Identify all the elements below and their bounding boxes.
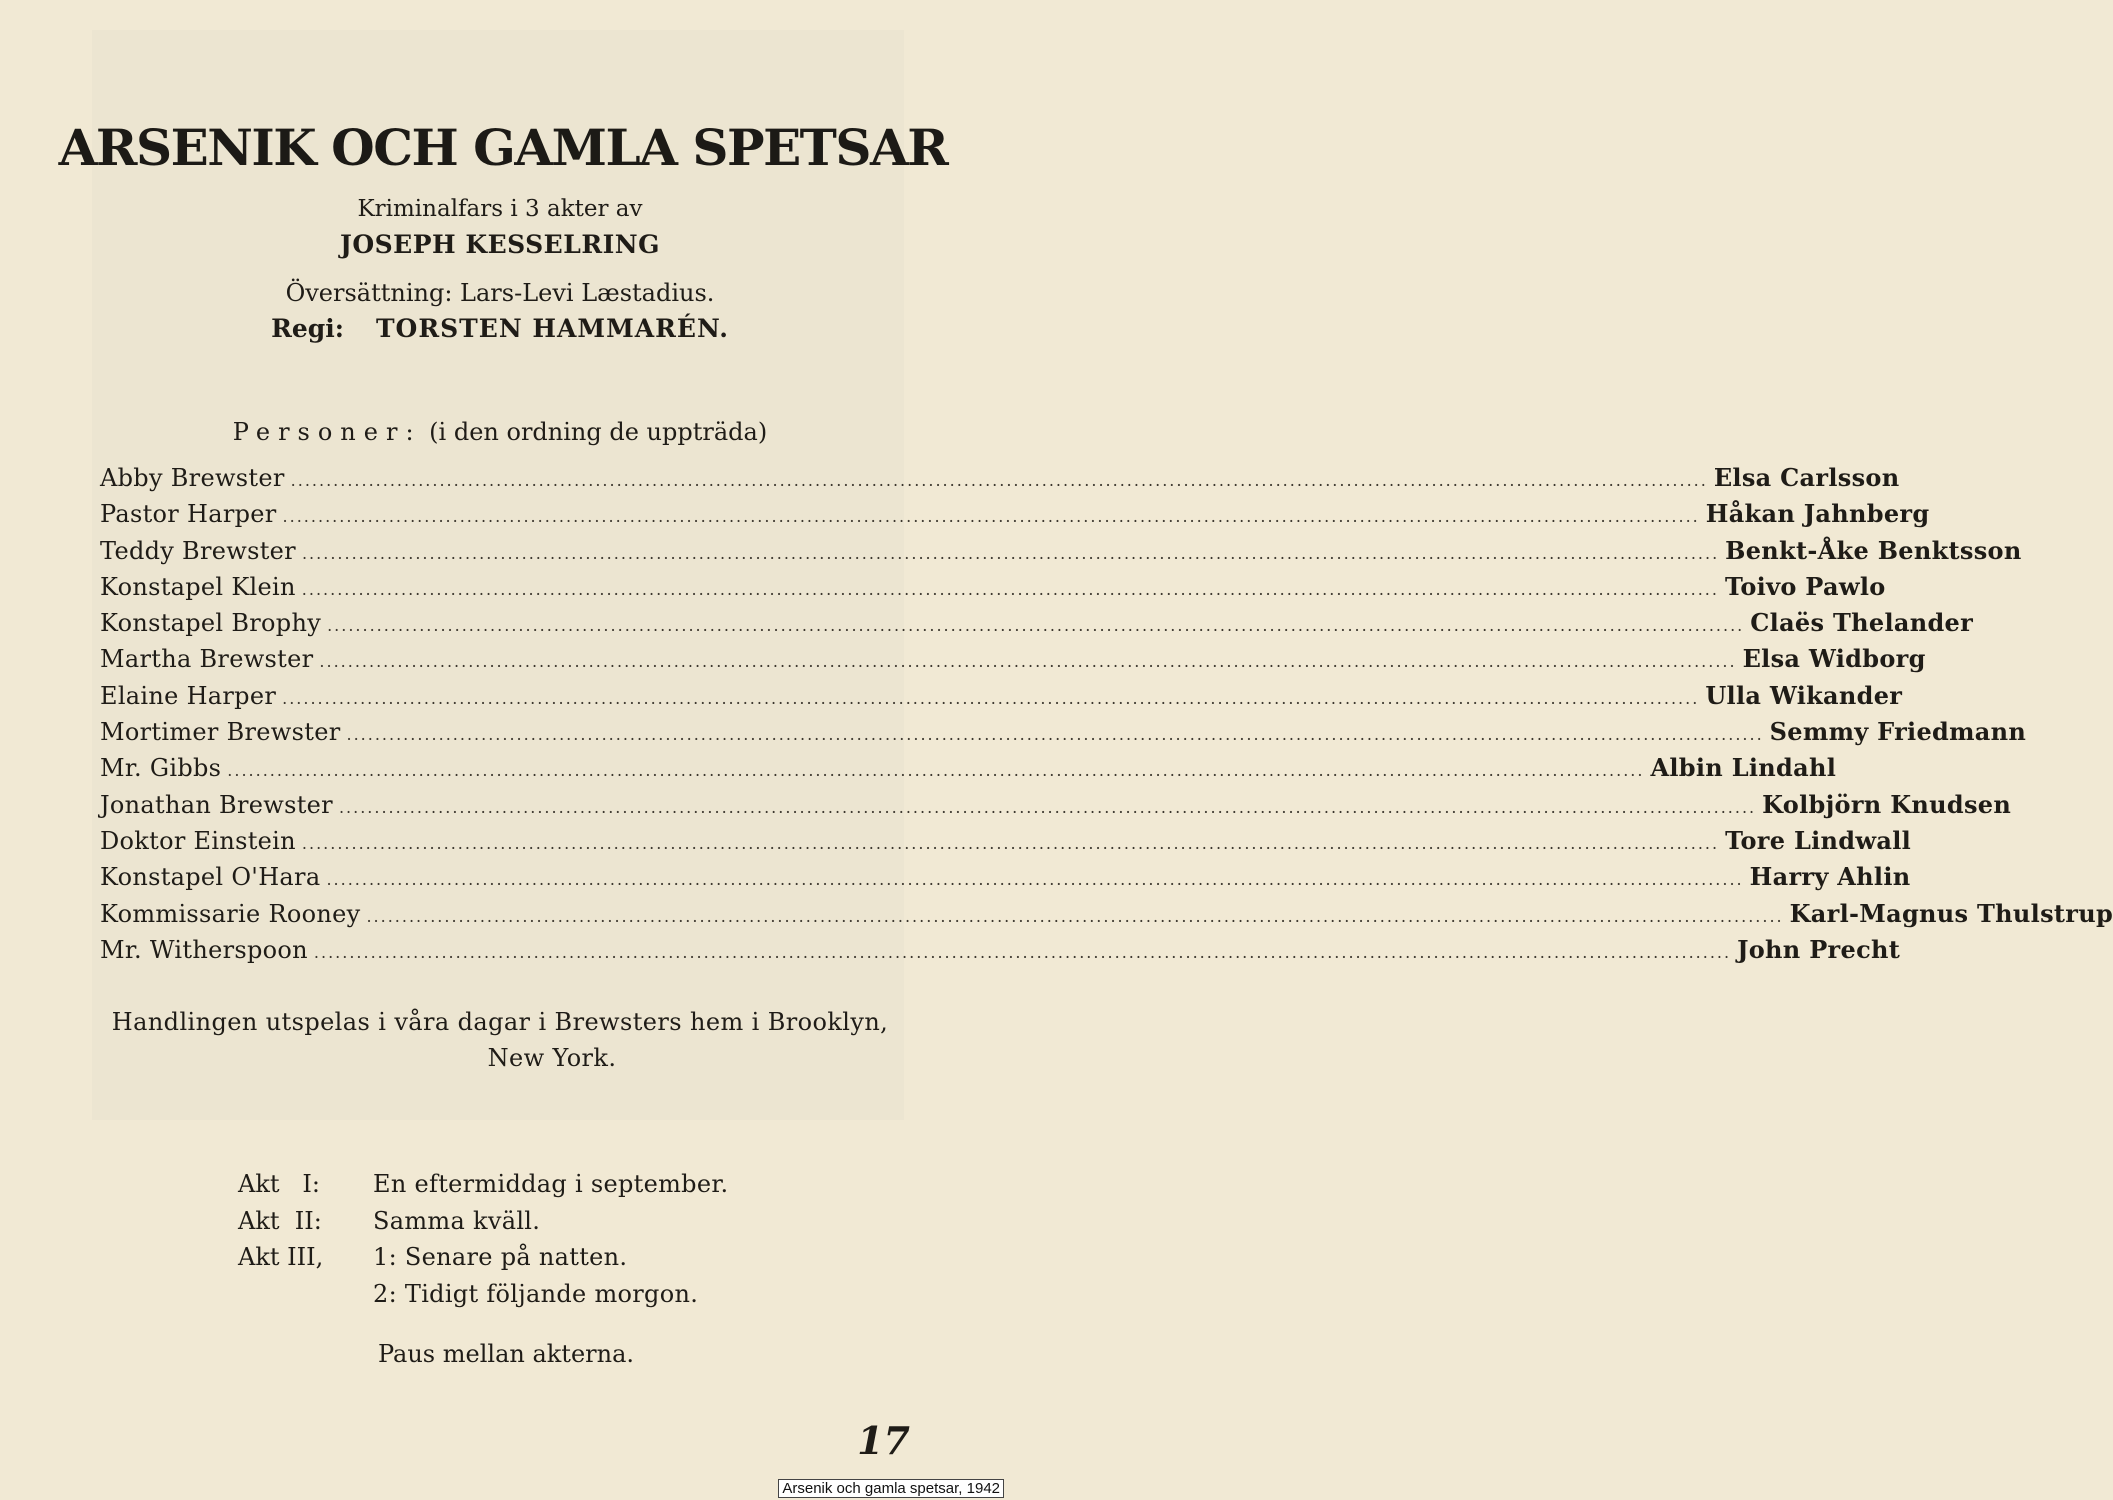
- translation-credit: Översättning: Lars-Levi Læstadius.: [285, 279, 715, 307]
- persons-note: (i den ordning de uppträda): [429, 418, 768, 446]
- role-name: Mr. Gibbs: [100, 754, 222, 783]
- role-name: Konstapel Klein: [100, 572, 296, 601]
- actor-name: Albin Lindahl: [1650, 753, 1837, 783]
- actor-name: Ulla Wikander: [1705, 680, 1903, 710]
- persons-heading: [0, 418, 1000, 446]
- act-description: En eftermiddag i september.: [373, 1170, 729, 1198]
- cast-row: [100, 787, 2012, 823]
- leader-dots: ........................................................................................................................................................................................................: [338, 797, 1757, 817]
- leader-dots: ........................................................................................................................................................................................................: [282, 507, 1700, 527]
- actor-name: Claës Thelander: [1750, 608, 1974, 638]
- role-name: Jonathan Brewster: [100, 790, 333, 819]
- role-name: Kommissarie Rooney: [100, 899, 361, 928]
- setting-line-1: Handlingen utspelas i våra dagar i Brewsters hem i Brooklyn,: [111, 1008, 889, 1036]
- cast-row: [100, 823, 1912, 859]
- director-label: Regi:: [271, 314, 344, 343]
- cast-row: [100, 569, 1886, 605]
- pause-note: Paus mellan akterna.: [377, 1340, 635, 1368]
- play-subtitle: Kriminalfars i 3 akter av: [357, 196, 643, 222]
- actor-name: Harry Ahlin: [1749, 862, 1911, 892]
- director-name: TORSTEN HAMMARÉN.: [375, 314, 729, 343]
- leader-dots: ........................................................................................................................................................................................................: [366, 906, 1784, 926]
- setting-line-2: New York.: [487, 1044, 617, 1072]
- role-name: Pastor Harper: [100, 500, 277, 529]
- actor-name: Toivo Pawlo: [1724, 571, 1886, 601]
- role-name: Mr. Witherspoon: [100, 935, 308, 964]
- role-name: Doktor Einstein: [100, 826, 296, 855]
- actor-name: Tore Lindwall: [1725, 825, 1912, 855]
- role-name: Elaine Harper: [100, 681, 277, 710]
- leader-dots: ........................................................................................................................................................................................................: [301, 543, 1720, 563]
- act-label: Akt III,: [238, 1243, 324, 1271]
- cast-row: [100, 750, 1837, 786]
- act-description: 1: Senare på natten.: [373, 1243, 628, 1271]
- cast-row: [100, 896, 2113, 932]
- leader-dots: ........................................................................................................................................................................................................: [346, 725, 1764, 745]
- leader-dots: ........................................................................................................................................................................................................: [319, 652, 1737, 672]
- cast-row: [100, 496, 1930, 532]
- leader-dots: ........................................................................................................................................................................................................: [301, 833, 1720, 853]
- leader-dots: ........................................................................................................................................................................................................: [301, 579, 1719, 599]
- act-label: Akt II:: [238, 1206, 322, 1235]
- actor-name: Elsa Widborg: [1742, 644, 1926, 674]
- leader-dots: ........................................................................................................................................................................................................: [313, 942, 1732, 962]
- page-number: 17: [857, 1418, 910, 1463]
- role-name: Martha Brewster: [100, 645, 314, 674]
- cast-row: [100, 714, 2027, 750]
- role-name: Teddy Brewster: [100, 536, 296, 565]
- actor-name: Kolbjörn Knudsen: [1762, 789, 2012, 819]
- actor-name: Karl-Magnus Thulstrup: [1789, 898, 2113, 928]
- role-name: Konstapel O'Hara: [100, 863, 321, 892]
- leader-dots: ........................................................................................................................................................................................................: [290, 471, 1708, 490]
- cast-row: [100, 641, 1926, 677]
- act-label: Akt I:: [238, 1170, 320, 1198]
- cast-row: [100, 932, 1901, 968]
- play-title: ARSENIK OCH GAMLA SPETSAR: [58, 118, 948, 177]
- actor-name: Semmy Friedmann: [1769, 717, 2027, 747]
- role-name: Abby Brewster: [100, 464, 285, 492]
- act-description: Samma kväll.: [373, 1206, 541, 1235]
- author-name: JOSEPH KESSELRING: [340, 230, 660, 259]
- cast-row: [100, 533, 2022, 569]
- actor-name: Benkt-Åke Benktsson: [1725, 535, 2022, 565]
- actor-name: Håkan Jahnberg: [1705, 499, 1930, 529]
- act-description: 2: Tidigt följande morgon.: [373, 1279, 699, 1308]
- leader-dots: ........................................................................................................................................................................................................: [282, 688, 1700, 708]
- cast-row: [100, 678, 1903, 714]
- cast-list: [100, 460, 2113, 968]
- leader-dots: ........................................................................................................................................................................................................: [227, 761, 1645, 781]
- director-credit: [0, 314, 1000, 343]
- cast-row: [100, 605, 1974, 641]
- image-caption: Arsenik och gamla spetsar, 1942: [778, 1479, 1004, 1498]
- persons-label: Personer:: [232, 418, 422, 446]
- leader-dots: ........................................................................................................................................................................................................: [327, 616, 1745, 636]
- actor-name: John Precht: [1737, 934, 1901, 964]
- cast-row: [100, 460, 1900, 496]
- leader-dots: ........................................................................................................................................................................................................: [326, 870, 1744, 890]
- role-name: Konstapel Brophy: [100, 609, 322, 638]
- actor-name: Elsa Carlsson: [1713, 463, 1900, 492]
- role-name: Mortimer Brewster: [100, 718, 341, 747]
- cast-row: [100, 859, 1911, 895]
